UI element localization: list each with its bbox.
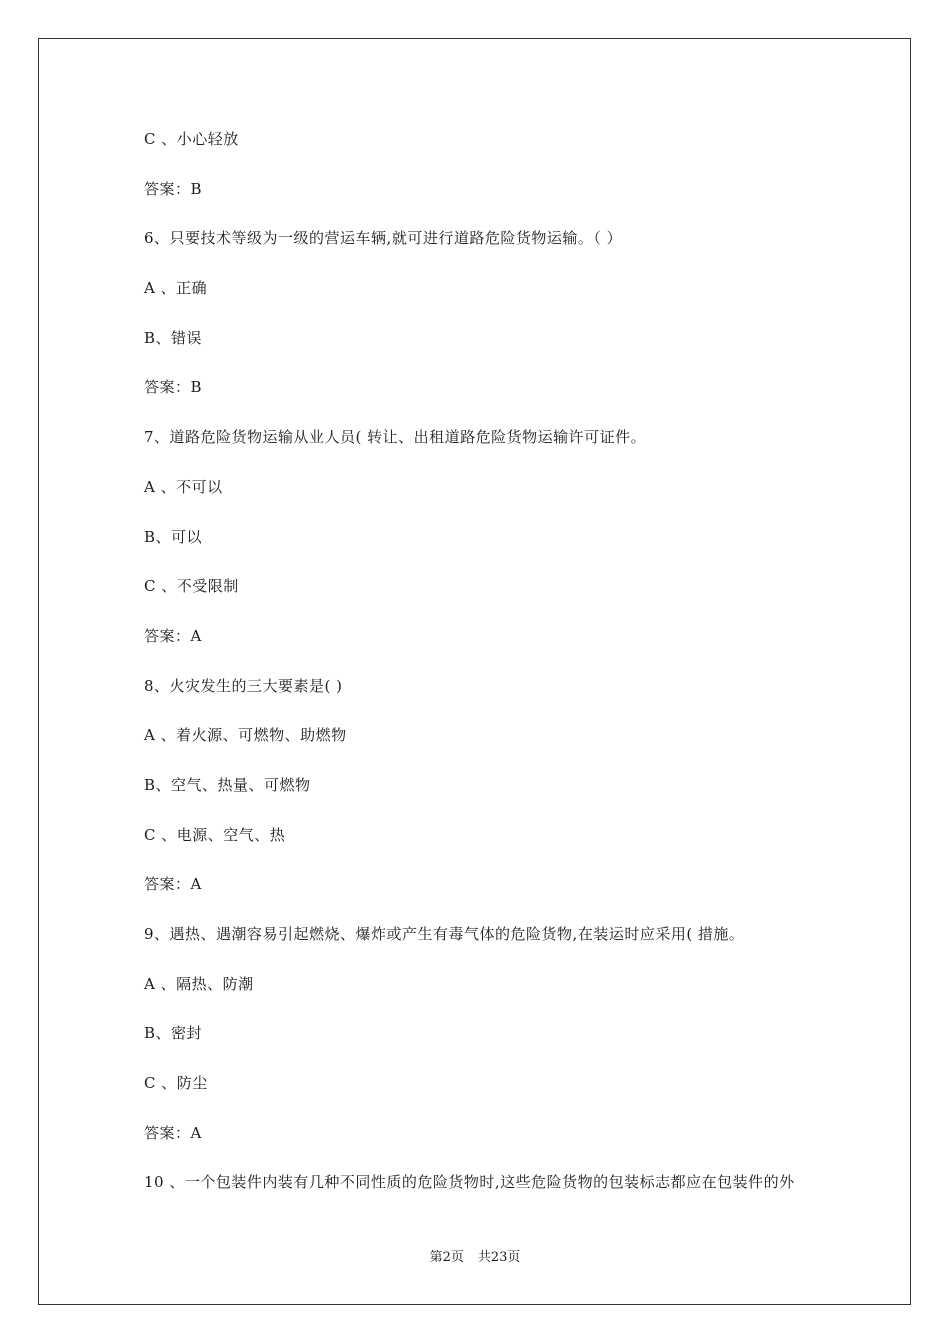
option-line: B、可以 xyxy=(144,527,203,546)
option-line: B、密封 xyxy=(144,1024,203,1043)
question-line: 8、火灾发生的三大要素是( ) xyxy=(144,676,343,695)
option-line: A 、着火源、可燃物、助燃物 xyxy=(144,726,347,745)
option-line: C 、电源、空气、热 xyxy=(144,825,286,844)
option-line: C 、不受限制 xyxy=(144,577,239,596)
answer-line: 答案：B xyxy=(144,179,203,198)
page-total: 共23页 xyxy=(477,1250,521,1265)
option-line: C 、防尘 xyxy=(144,1074,208,1093)
page-footer xyxy=(0,1246,950,1265)
option-line: A 、隔热、防潮 xyxy=(144,974,254,993)
answer-line: 答案：A xyxy=(144,1123,202,1142)
question-line: 6、只要技术等级为一级的营运车辆,就可进行道路危险货物运输。（ ） xyxy=(144,229,623,248)
question-line: 7、道路危险货物运输从业人员( 转让、出租道路危险货物运输许可证件。 xyxy=(144,428,647,447)
document-body xyxy=(144,122,844,1215)
option-line: B、空气、热量、可燃物 xyxy=(144,775,311,794)
answer-line: 答案：A xyxy=(144,875,202,894)
question-line: 10 、一个包装件内装有几种不同性质的危险货物时,这些危险货物的包装标志都应在包装件的外 xyxy=(144,1173,795,1192)
question-line: 9、遇热、遇潮容易引起燃烧、爆炸或产生有毒气体的危险货物,在装运时应采用( 措施。 xyxy=(144,925,745,943)
option-line: B、错误 xyxy=(144,328,203,347)
option-line: A 、不可以 xyxy=(144,477,223,496)
answer-line: 答案：A xyxy=(144,626,202,645)
answer-line: 答案：B xyxy=(144,378,203,397)
option-line: A 、正确 xyxy=(144,279,208,298)
page-number: 第2页 xyxy=(429,1250,464,1265)
option-line: C 、小心轻放 xyxy=(144,130,239,148)
